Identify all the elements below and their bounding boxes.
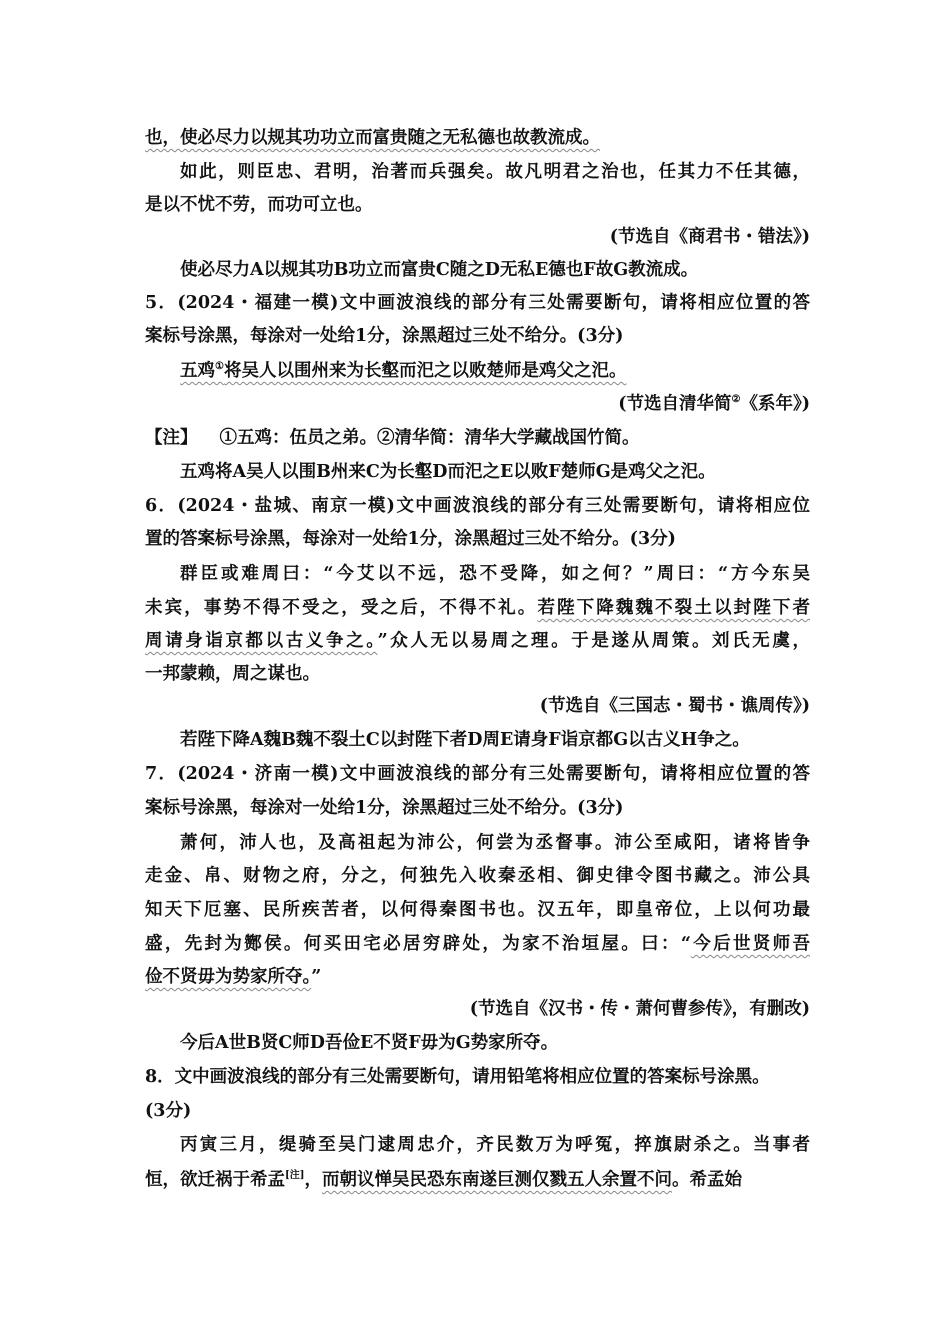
q8-passage-1: 丙寅三月，缇骑至吴门逮周忠介，齐民数万为呼冤，捽旗尉杀之。当事者 (180, 1135, 810, 1155)
q8-passage-2: 恒，欲迁祸于希孟[注]，而朝议惮吴民恐东南遂巨测仅戮五人余置不问。希孟始 (145, 1169, 742, 1190)
q5-header-2: 案标号涂黑，每涂对一处给1分，涂黑超过三处不给分。(3分) (145, 326, 624, 346)
q8-header: 8．文中画波浪线的部分有三处需要断句，请用铅笔将相应位置的答案标号涂黑。 (145, 1067, 770, 1087)
q5-answer: 五鸡将A吴人以围B州来C为长壑D而汜之E以败F楚师G是鸡父之汜。 (180, 462, 716, 482)
q5-source: (节选自清华简②《系年》) (618, 393, 810, 414)
q5-note: 【注】 ①五鸡：伍员之弟。②清华简：清华大学藏战国竹简。 (145, 428, 640, 448)
q6-passage-1: 群臣或难周曰：“今艾以不远，恐不受降，如之何？”周曰：“方今东吴 (180, 564, 810, 584)
q7-passage-3: 知天下厄塞、民所疾苦者，以何得秦图书也。汉五年，即皇帝位，上以何功最 (145, 900, 810, 920)
q7-source: (节选自《汉书・传・萧何曹参传》，有删改) (469, 999, 810, 1019)
q8-header-2: (3分) (145, 1101, 192, 1121)
q7-header-2: 案标号涂黑，每涂对一处给1分，涂黑超过三处不给分。(3分) (145, 798, 624, 818)
q7-passage-2: 走金、帛、财物之府，分之，何独先入收秦丞相、御史律令图书藏之。沛公具 (145, 866, 810, 886)
q5-passage: 五鸡①将吴人以围州来为长壑而汜之以败楚师是鸡父之汜。 (180, 360, 627, 381)
q4-passage-cont: 也，使必尽力以规其功功立而富贵随之无私德也故教流成。 (145, 128, 600, 148)
note-label: 【注】 (145, 428, 198, 448)
q6-passage-4: 一邦蒙赖，周之谋也。 (145, 664, 320, 684)
q6-source: (节选自《三国志・蜀书・谯周传》) (539, 696, 810, 716)
q7-passage-1: 萧何，沛人也，及高祖起为沛公，何尝为丞督事。沛公至咸阳，诸将皆争 (180, 833, 810, 853)
q6-passage-2: 未宾，事势不得不受之，受之后，不得不礼。若陛下降魏魏不裂土以封陛下者 (145, 598, 811, 618)
q7-passage-5: 俭不贤毋为势家所夺。” (145, 967, 322, 987)
q7-passage-4: 盛，先封为酂侯。何买田宅必居穷辟处，为家不治垣屋。曰：“今后世贤师吾 (145, 934, 810, 954)
q7-answer: 今后A世B贤C师D吾俭E不贤F毋为G势家所夺。 (180, 1033, 559, 1053)
q4-source: (节选自《商君书・错法》) (609, 227, 810, 247)
q6-header-2: 置的答案标号涂黑，每涂对一处给1分，涂黑超过三处不给分。(3分) (145, 529, 676, 549)
q4-para2-line1: 如此，则臣忠、君明，治著而兵强矣。故凡明君之治也，任其力不任其德， (180, 162, 810, 182)
q6-passage-3: 周请身诣京都以古义争之。”众人无以易周之理。于是遂从周策。刘氏无虞， (145, 631, 810, 651)
q6-header: 6．(2024・盐城、南京一模)文中画波浪线的部分有三处需要断句，请将相应位 (145, 496, 810, 516)
q7-header: 7．(2024・济南一模)文中画波浪线的部分有三处需要断句，请将相应位置的答 (145, 764, 810, 784)
q6-answer: 若陛下降A魏B魏不裂土C以封陛下者D周E请身F诣京都G以古义H争之。 (180, 730, 750, 750)
q4-para2-line2: 是以不忧不劳，而功可立也。 (145, 195, 373, 215)
q4-answer: 使必尽力A以规其功B功立而富贵C随之D无私E德也F故G教流成。 (180, 260, 699, 280)
q5-header: 5．(2024・福建一模)文中画波浪线的部分有三处需要断句，请将相应位置的答 (145, 293, 810, 313)
